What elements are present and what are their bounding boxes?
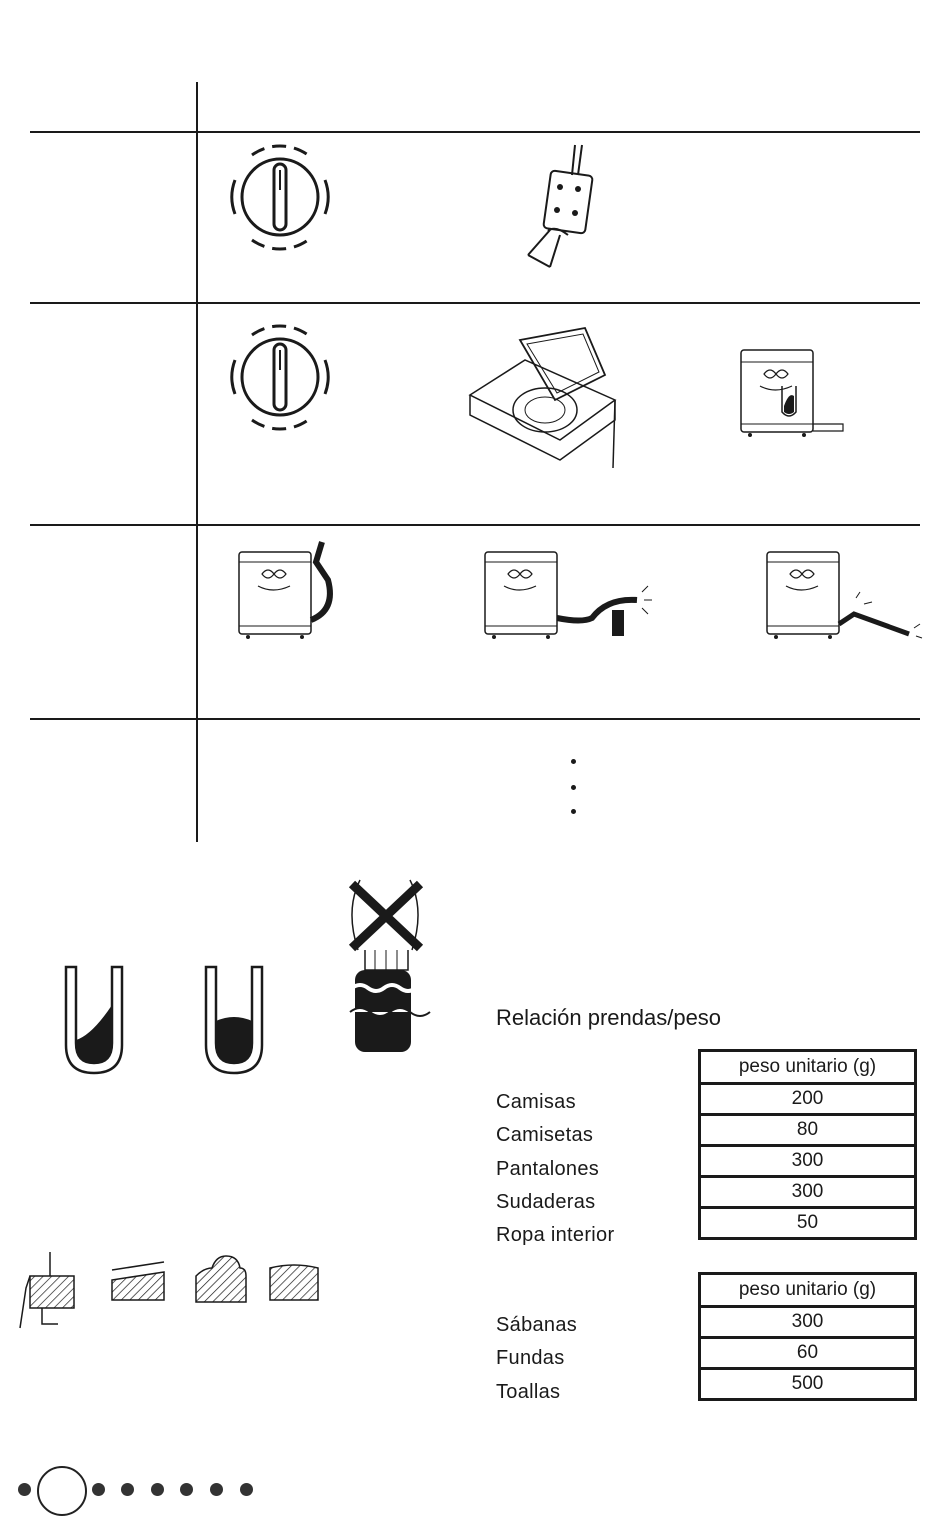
washer-hose-drain-icon [482, 548, 662, 643]
weight-table-header: peso unitario (g) [700, 1051, 916, 1084]
page-dot [180, 1483, 193, 1496]
weight-value: 80 [700, 1115, 916, 1146]
bullet-dot [571, 759, 576, 764]
garment-label: Camisetas [496, 1124, 594, 1146]
weights-title: Relación prendas/peso [496, 1005, 722, 1030]
linen-label: Sábanas [496, 1314, 578, 1336]
weight-value: 300 [700, 1307, 916, 1338]
drum-load-tilted-icon [62, 965, 126, 1077]
weight-value: 300 [700, 1146, 916, 1177]
table-row-divider [30, 718, 920, 720]
weight-table-linens [698, 1272, 917, 1401]
fabric-swatch-icons [18, 1250, 328, 1334]
page-dot [151, 1483, 164, 1496]
garment-label: Camisas [496, 1091, 576, 1113]
bullet-dot [571, 809, 576, 814]
washer-level-icon [738, 346, 848, 441]
weight-value: 60 [700, 1338, 916, 1369]
garment-label: Ropa interior [496, 1224, 615, 1246]
bullet-dot [571, 785, 576, 790]
weight-value: 500 [700, 1369, 916, 1400]
current-page-marker [37, 1466, 87, 1516]
power-plug-icon [520, 145, 610, 275]
weight-value: 200 [700, 1084, 916, 1115]
garment-label: Sudaderas [496, 1191, 596, 1213]
linen-label: Toallas [496, 1381, 561, 1403]
table-row-divider [30, 302, 920, 304]
table-column-divider [196, 82, 198, 842]
no-pressing-laundry-icon [340, 880, 440, 1060]
drum-load-level-icon [202, 965, 266, 1077]
page-indicator [0, 1464, 300, 1514]
selector-dial-icon [230, 150, 330, 245]
washer-hose-up-icon [236, 540, 356, 640]
page-dot [18, 1483, 31, 1496]
table-row-divider [30, 131, 920, 133]
page-dot [210, 1483, 223, 1496]
weight-table-garments [698, 1049, 917, 1240]
page-dot [121, 1483, 134, 1496]
washer-hose-floor-icon [764, 548, 924, 643]
garment-label: Pantalones [496, 1158, 600, 1180]
weight-value: 300 [700, 1177, 916, 1208]
weight-table-header: peso unitario (g) [700, 1274, 916, 1307]
open-lid-drum-icon [465, 320, 625, 470]
page-dot [92, 1483, 105, 1496]
page-dot [240, 1483, 253, 1496]
selector-dial-icon [230, 330, 330, 425]
weight-value: 50 [700, 1208, 916, 1239]
table-row-divider [30, 524, 920, 526]
linen-label: Fundas [496, 1347, 565, 1369]
